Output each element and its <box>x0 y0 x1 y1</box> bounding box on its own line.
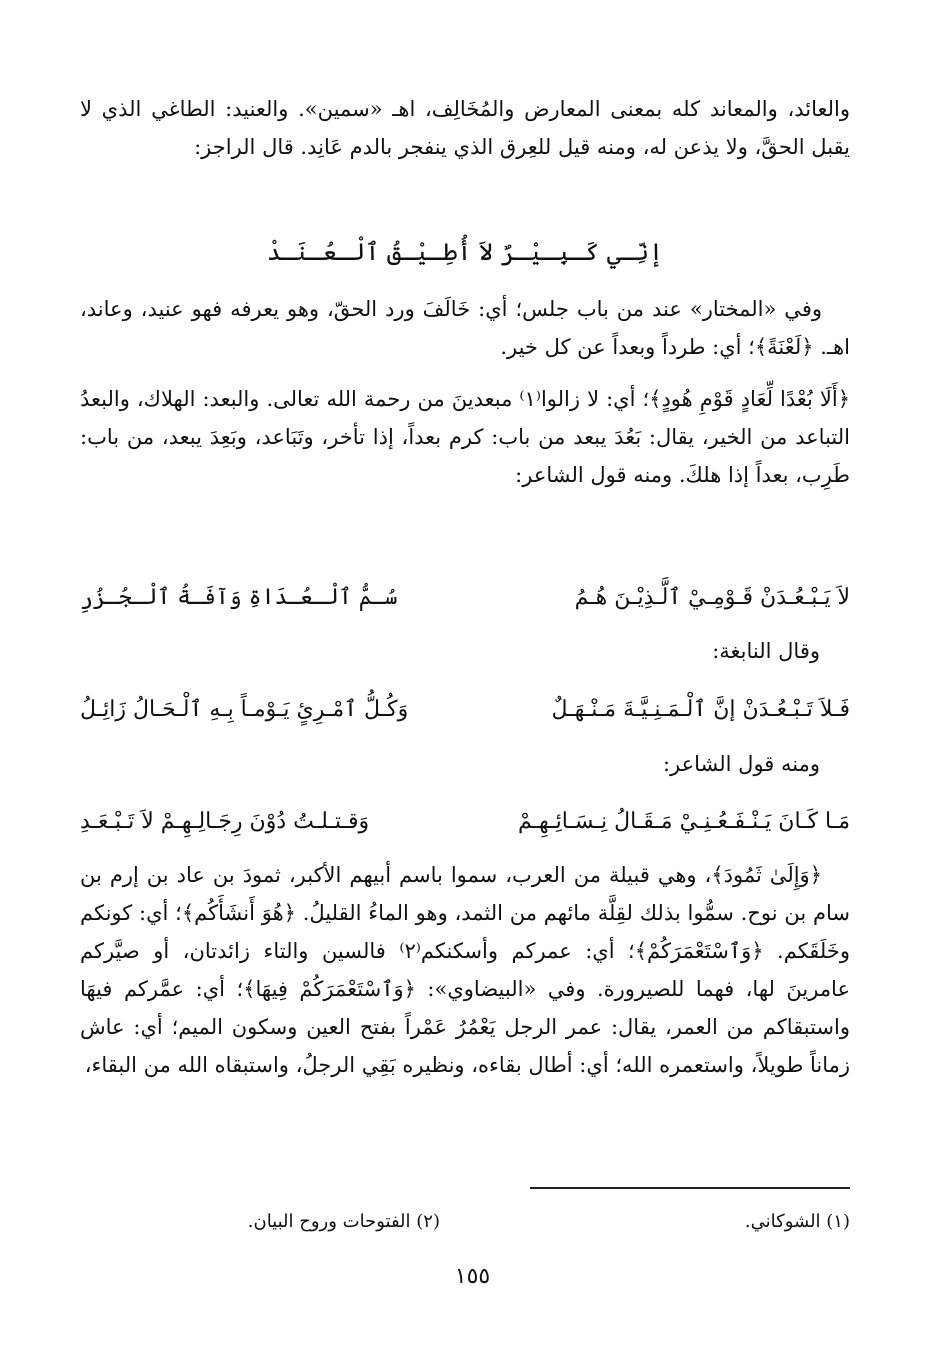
paragraph: وفي «المختار» عند من باب جلس؛ أي: خَالَفَ ورد الحقّ، وهو يعرفه فهو عنيد، وعاند، اهـ. ﴿لَعْنَةً﴾؛ أي: طرداً وبعداً عن كل خير. <box>80 297 850 359</box>
verse-hemistich-second: وَكُـلُّ ٱمْـرِئٍ يَـوْمـاً بِـهِ ٱلْـحَـالُ زَائِـلُ <box>80 697 409 722</box>
verse-hemistich-first: مَـا كَـانَ يَـنْـفَـعُـنِـيْ مَـقَـالُ نِـسَـائِـهِـمْ <box>517 809 850 834</box>
paragraph-block-2 <box>80 290 850 494</box>
verse-hemistich-first: فَـلاَ تَـبْـعُـدَنْ إنَّ ٱلْـمَـنِـيَّـةَ مَـنْـهَـلٌ <box>551 697 850 722</box>
verse-line-1 <box>80 578 850 618</box>
paragraph: ﴿وَإِلَىٰ ثَمُودَ﴾، وهي قبيلة من العرب، سموا باسم أبيهم الأكبر، ثمودَ بن عاد بن إرم بن سام بن نوح. سمُّوا بذلك لقِلَّة مائهم من الثمد، وهو الماءُ القليلُ. ﴿هُوَ أَنشَأَكُم﴾؛ أي: كونكم وخَلَقَكم. ﴿وَٱسْتَعْمَرَكُمْ﴾؛ أي: عمركم وأسكنكم⁽٢⁾ فالسين والتاء زائدتان، أو صيَّركم عامرينَ لها، فهما للصيرورة. وفي «البيضاوي»: ﴿وَٱسْتَعْمَرَكُمْ فِيهَا﴾؛ أي: عمَّركم فيهَا واستبقاكم من العمر، يقال: عمر الرجل يَعْمُرُ عَمْراً بفتح العين وسكون الميم؛ أي: عاش زماناً طويلاً، واستعمره الله؛ أي: أطال بقاءه، ونظيره بَقِي الرجلُ، واستبقاه الله من البقاء، <box>80 863 850 1077</box>
paragraph: ﴿أَلَا بُعْدًا لِّعَادٍ قَوْمِ هُودٍ﴾؛ أي: لا زالوا⁽١⁾ مبعدينَ من رحمة الله تعالى. والبعد: الهلاك، والبعدُ التباعد من الخير، يقال: بَعُدَ يبعد من باب: كرم بعداً، إذا تأخر، وتَبَاعد، وبَعِدَ يبعد، من باب: طَرِب، بعداً إذا هلكَ. ومنه قول الشاعر: <box>80 387 850 487</box>
verse-hemistich-second: سُـمُّ ٱلْـعُـدَاةِ وَآفَـةُ ٱلْـجُـزُرِ <box>80 585 398 610</box>
paragraph-block-1 <box>80 90 850 166</box>
verse-line-3 <box>80 802 850 842</box>
footnotes <box>80 1205 850 1239</box>
footnote-1: (١) الشوكاني. <box>744 1211 850 1232</box>
verse-hemistich-first: لاَ يَـبْـعُـدَنْ قَـوْمِـيْ ٱلَّـذِيْـنَ هُـمُ <box>574 585 850 610</box>
verse-hemistich-second: وَقـتـلـتُ دُوْنَ رِجَـالِـهِـمْ لاَ تَـبْـعَـدِ <box>80 809 370 834</box>
footnote-2: (٢) الفتوحات وروح البيان. <box>247 1211 440 1232</box>
verse-rajaz: إنِّـي كَـبِـيْـرٌ لاَ أُطِـيْـقُ ٱلْـعُـنَـدْ <box>266 238 664 266</box>
verse-intro: ومنه قول الشاعر: <box>662 752 820 776</box>
paragraph: والعائد، والمعاند كله بمعنى المعارض والمُخَالِف، اهـ «سمين». والعنيد: الطاغي الذي لا يقبل الحقَّ، ولا يذعن له، ومنه قيل للعِرق الذي ينفجر بالدم عَانِد. قال الراجز: <box>80 97 850 159</box>
paragraph-block-3 <box>80 856 850 1084</box>
verse-intro: وقال النابغة: <box>712 639 820 663</box>
page-number: ١٥٥ <box>454 1264 491 1289</box>
verse-line-2 <box>80 690 850 730</box>
footnote-divider <box>530 1187 850 1189</box>
